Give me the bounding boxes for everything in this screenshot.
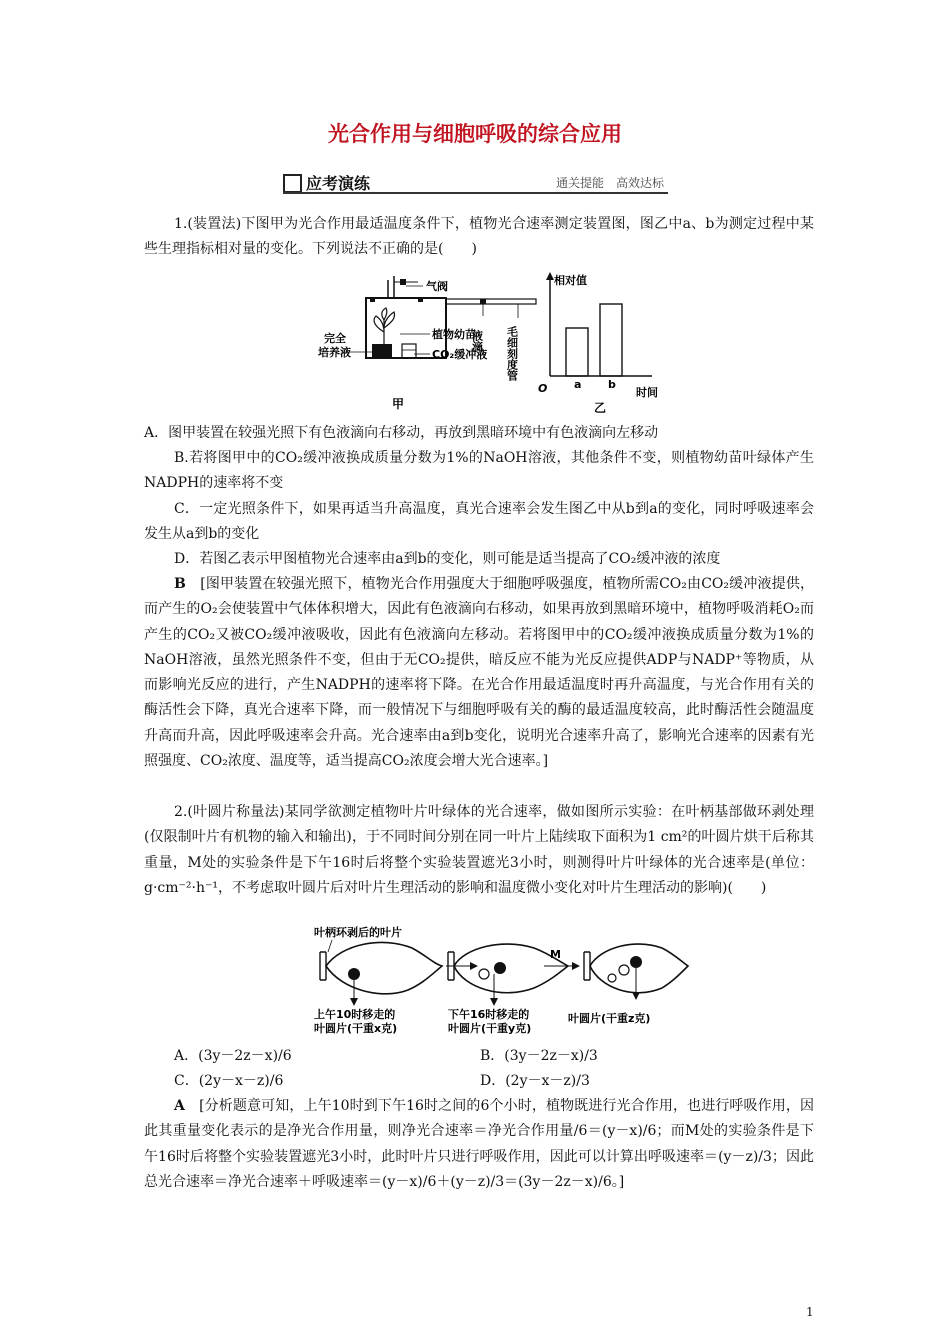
page-title: 光合作用与细胞呼吸的综合应用 xyxy=(328,122,622,146)
q1-figure-chart xyxy=(532,266,682,416)
y-axis-label: 相对值 xyxy=(554,274,587,287)
label-disk3: 叶圆片(干重z克) xyxy=(568,1012,651,1025)
label-m: M xyxy=(550,948,561,961)
label-disk1-b: 叶圆片(干重x克) xyxy=(314,1022,398,1035)
q2-option-b: B．(3y－2z－x)/3 xyxy=(480,1048,598,1064)
checkbox-icon xyxy=(283,174,302,193)
q2-stem: 2.(叶圆片称量法)某同学欲测定植物叶片叶绿体的光合速率，做如图所示实验：在叶柄基部做环剥处理(仅限制叶片有机物的输入和输出)，于不同时间分别在同一叶片上陆续取下面积为1 cm²的叶圆片烘干后称其重量，M处的实验条件是下午16时后将整个实验装置遮光3小时，则测得叶片叶绿体的光合速率是(单位：g·cm⁻²·h⁻¹，不考虑取叶圆片后对叶片生理活动的影响和温度微小变化对叶片生理活动的影响)( ) xyxy=(144,804,814,896)
section-rule xyxy=(283,192,668,194)
label-disk2-b: 叶圆片(干重y克) xyxy=(448,1022,532,1035)
leaf-3 xyxy=(584,944,688,1000)
bar-b xyxy=(600,304,622,376)
q2-answer-letter: A xyxy=(174,1098,185,1114)
label-drop: 液滴 xyxy=(470,330,484,352)
label-tube: 毛细刻度管 xyxy=(505,326,519,381)
tick-label-a: a xyxy=(574,378,582,391)
tick-label-b: b xyxy=(608,378,616,391)
q2-option-d: D．(2y－x－z)/3 xyxy=(480,1073,590,1089)
q1-option-d: D．若图乙表示甲图植物光合速率由a到b的变化，则可能是适当提高了CO₂缓冲液的浓度 xyxy=(174,551,721,567)
disk-hole-1 xyxy=(348,968,360,980)
section-subtitle: 通关提能 高效达标 xyxy=(555,176,664,190)
x-axis-label: 时间 xyxy=(636,386,658,399)
q1-option-a: A．图甲装置在较强光照下有色液滴向右移动，再放到黑暗环境中有色液滴向左移动 xyxy=(144,425,659,441)
label-medium-2: 培养液 xyxy=(318,346,351,359)
label-medium-1: 完全 xyxy=(324,332,346,345)
leaf-1 xyxy=(320,942,442,1006)
liquid-drop xyxy=(480,299,486,304)
q1-stem: 1.(装置法)下图甲为光合作用最适温度条件下，植物光合速率测定装置图，图乙中a、b为测定过程中某些生理指标相对量的变化。下列说法不正确的是( ) xyxy=(144,216,814,258)
q2-option-a: A．(3y－2z－x)/6 xyxy=(174,1048,292,1064)
label-disk2-a: 下午16时移走的 xyxy=(448,1008,530,1021)
q1-option-c: C．一定光照条件下，如果再适当升高温度，真光合速率会发生图乙中从b到a的变化，同时呼吸速率会发生从a到b的变化 xyxy=(144,501,814,543)
buffer-beaker xyxy=(402,344,416,358)
origin-label: O xyxy=(538,382,548,395)
label-buffer: CO₂缓冲液 xyxy=(432,348,488,361)
label-valve: 气阀 xyxy=(426,280,448,293)
section-header xyxy=(283,172,668,194)
q1-answer-letter: B xyxy=(174,576,186,592)
q2-figure-leaf xyxy=(312,922,692,1040)
caption-jia: 甲 xyxy=(392,397,405,411)
disk-hole-3 xyxy=(630,956,642,968)
valve-icon xyxy=(400,279,406,285)
page-number: 1 xyxy=(806,1305,814,1319)
q2-option-c: C．(2y－x－z)/6 xyxy=(174,1073,284,1089)
q1-option-b: B.若将图甲中的CO₂缓冲液换成质量分数为1%的NaOH溶液，其他条件不变，则植物幼苗叶绿体产生NADPH的速率将不变 xyxy=(144,450,814,492)
q1-answer-text: [图甲装置在较强光照下，植物光合作用强度大于细胞呼吸强度，植物所需CO₂由CO₂缓冲液提供，而产生的O₂会使装置中气体体积增大，因此有色液滴向右移动，如果再放到黑暗环境中，植物呼吸消耗O₂而产生的CO₂又被CO₂缓冲液吸收，因此有色液滴向左移动。若将图甲中的CO₂缓冲液换成质量分数为1%的NaOH溶液，虽然光照条件不变，但由于无CO₂提供，暗反应不能为光反应提供ADP与NADP⁺等物质，从而影响光反应的进行，产生NADPH的速率将下降。在光合作用最适温度时再升高温度，与光合作用有关的酶活性会下降，真光合速率下降，而一般情况下与细胞呼吸有关的酶的最适温度较高，此时酶活性会随温度升高而升高，因此呼吸速率会升高。光合速率由a到b变化，说明光合速率升高了，影响光合速率的因素有光照强度、CO₂浓度、温度等，适当提高CO₂浓度会增大光合速率。] xyxy=(144,576,814,770)
q1-answer xyxy=(144,572,814,774)
section-title: 应考演练 xyxy=(306,174,371,193)
q1-figure-apparatus xyxy=(318,272,538,412)
q2-answer-text: [分析题意可知，上午10时到下午16时之间的6个小时，植物既进行光合作用，也进行呼吸作用，因此其重量变化表示的是净光合作用量，则净光合速率＝净光合作用量/6＝(y－x)/6；而M处的实验条件是下午16时后将整个实验装置遮光3小时，此时叶片只进行呼吸作用，因此可以计算出呼吸速率＝(y－z)/3；因此总光合速率＝净光合速率＋呼吸速率＝(y－x)/6＋(y－z)/3＝(3y－2z－x)/6。] xyxy=(144,1098,815,1190)
disk-hole-2 xyxy=(494,962,506,974)
y-axis-arrow xyxy=(546,272,554,280)
caption-yi: 乙 xyxy=(594,401,607,415)
label-leaf: 叶柄环剥后的叶片 xyxy=(314,926,402,939)
bar-a xyxy=(566,328,588,376)
q2-answer xyxy=(144,1094,814,1195)
label-plant: 植物幼苗 xyxy=(432,328,476,341)
label-disk1-a: 上午10时移走的 xyxy=(314,1008,396,1021)
medium-container xyxy=(372,344,392,358)
capillary-tube xyxy=(446,299,536,304)
plant-icon xyxy=(374,308,394,344)
